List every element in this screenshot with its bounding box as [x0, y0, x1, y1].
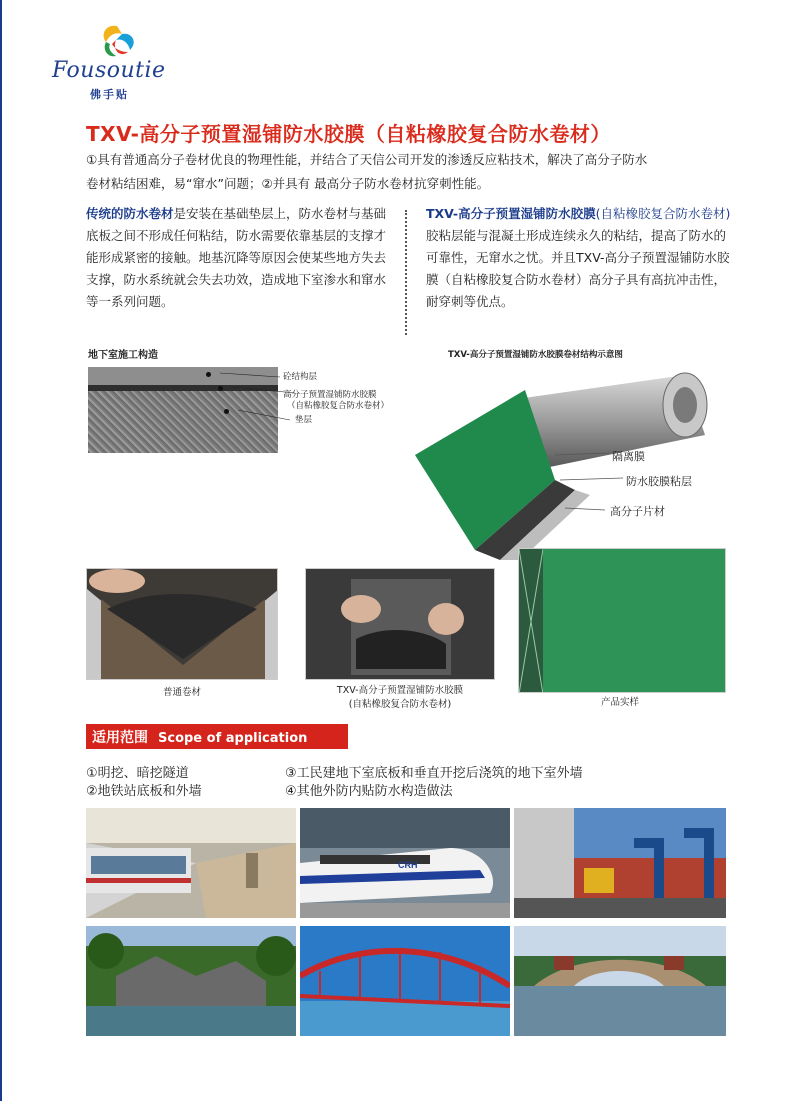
logo-cn-text: 佛手贴 — [90, 88, 129, 101]
membrane-label-sub: （自粘橡胶复合防水卷材） — [287, 401, 390, 411]
basement-diagram-title: 地下室施工构造 — [88, 350, 158, 361]
scope-en: Scope of application — [158, 731, 308, 746]
roll-diagram-title: TXV-高分子预置湿铺防水胶膜卷材结构示意图 — [448, 350, 623, 360]
polymer-sheet-label: 高分子片材 — [610, 505, 665, 518]
membrane-roll-diagram — [415, 360, 715, 560]
photo-txv-membrane — [305, 568, 495, 680]
caption-txv-line2: (自粘橡胶复合防水卷材) — [348, 699, 452, 710]
traditional-membrane-text — [86, 203, 396, 313]
adhesive-layer-label: 防水胶膜粘层 — [626, 475, 692, 488]
intro-paragraph — [86, 148, 726, 196]
scope-item-4: ④其他外防内贴防水构造做法 — [285, 784, 453, 799]
scope-item-1: ①明挖、暗挖隧道 — [86, 766, 189, 781]
left-lead: 传统的防水卷材 — [86, 206, 174, 221]
release-film-label: 隔离膜 — [612, 450, 645, 463]
photo-arch-bridge — [514, 926, 726, 1036]
scope-header — [86, 724, 348, 749]
photo-rock-garden — [86, 926, 296, 1036]
right-lead-tail: (自粘橡胶复合防水卷材) — [595, 206, 731, 221]
caption-ordinary: 普通卷材 — [162, 687, 201, 698]
photo-crh-train — [300, 808, 510, 918]
intro-line-2: 卷材粘结困难，易“窜水”问题；②并具有 最高分子防水卷材抗穿刺性能。 — [86, 176, 490, 191]
left-body: 是安装在基础垫层上，防水卷材与基础底板之间不形成任何粘结，防水需要依靠基层的支撑才能形成紧密的接触。地基沉降等原因会使某些地方失去支撑，防水系统就会失去功效，造成地下室渗水和窜水等一系列问题。 — [86, 206, 387, 309]
photo-red-bridge — [300, 926, 510, 1036]
photo-port-cranes — [514, 808, 726, 918]
brand-logo — [52, 22, 182, 102]
right-lead: TXV-高分子预置湿铺防水胶膜 — [426, 206, 596, 221]
scope-item-2: ②地铁站底板和外墙 — [86, 784, 202, 799]
caption-sample: 产品实样 — [600, 697, 639, 708]
intro-line-1: ①具有普通高分子卷材优良的物理性能，并结合了天信公司开发的渗透反应粘技术，解决了高分子防水 — [86, 152, 648, 167]
photo-subway-station — [86, 808, 296, 918]
crh-text: CRH — [398, 860, 418, 870]
right-body: 胶粘层能与混凝土形成连续永久的粘结，提高了防水的可靠性，无窜水之忧。并且TXV-高分子预置湿铺防水胶膜（自粘橡胶复合防水卷材）高分子具有高抗冲击性，耐穿刺等优点。 — [426, 228, 730, 309]
caption-txv — [295, 684, 505, 712]
column-divider — [405, 210, 407, 335]
logo-script-text: Fousoutie — [52, 58, 166, 83]
txv-membrane-text — [426, 203, 736, 313]
caption-txv-line1: TXV-高分子预置湿铺防水胶膜 — [336, 685, 464, 696]
scope-cn: 适用范围 — [92, 730, 148, 746]
page-title: TXV-高分子预置湿铺防水胶膜（自粘橡胶复合防水卷材） — [86, 122, 611, 146]
scope-item-3: ③工民建地下室底板和垂直开挖后浇筑的地下室外墙 — [285, 766, 583, 781]
cushion-label: 垫层 — [295, 415, 313, 425]
logo-emblem-icon — [92, 22, 142, 62]
membrane-label: 高分子预置湿铺防水胶膜 — [283, 390, 377, 400]
photo-product-sample — [518, 548, 726, 693]
photo-ordinary-membrane — [86, 568, 278, 680]
concrete-label: 砼结构层 — [283, 372, 318, 382]
